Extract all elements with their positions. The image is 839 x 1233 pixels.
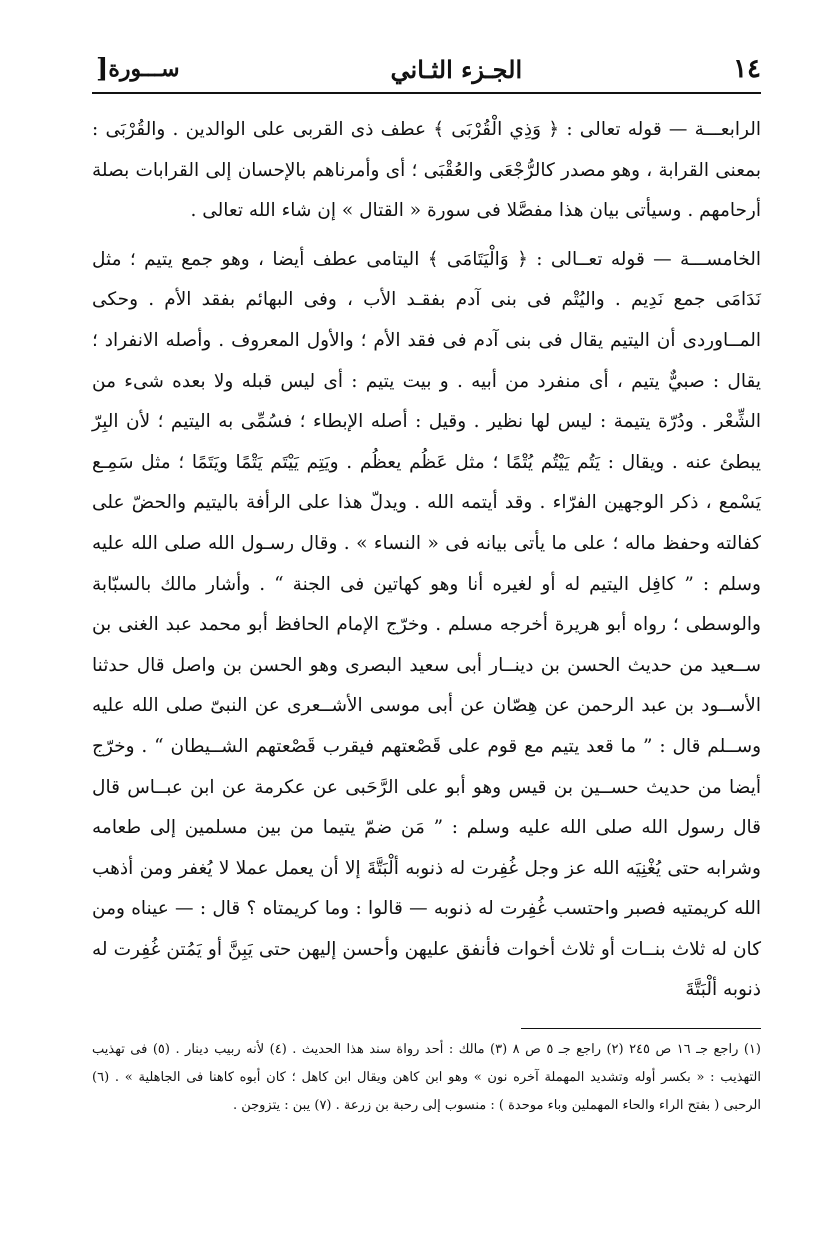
footnote-divider	[521, 1028, 761, 1029]
paragraph-fourth: الرابعـــة — قوله تعالى : ﴿ وَذِي الْقُرْبَى ﴾ عطف ذى القربى على الوالدين . والقُرْبَى : بمعنى القرابة ، وهو مصدر كالرُّجْعَى والعُقْبَى ؛ أى وأمرناهم بالإحسان إلى القرابات بصلة أرحامهم . وسيأتى بيان هذا مفصَّلا فى سورة « القتال » إن شاء الله تعالى .	[92, 119, 761, 222]
bracket-glyph: [	[96, 54, 109, 84]
page-number: ١٤	[733, 54, 761, 84]
surah-label-text: ســـورة	[108, 56, 180, 82]
header-divider	[92, 92, 761, 94]
part-title: الجـزء الثـاني	[390, 54, 523, 84]
running-header	[92, 48, 761, 90]
main-text	[92, 110, 761, 1011]
footnotes	[92, 1036, 761, 1120]
paragraph-fifth: الخامســـة — قوله تعــالى : ﴿ وَالْيَتَامَى ﴾ اليتامى عطف أيضا ، وهو جمع يتيم ؛ مثل نَدَامَى جمع نَدِيم . واليُتْم فى بنى آدم بفقـد الأب ، وفى البهائم بفقد الأم . وحكى المــاوردى أن اليتيم يقال فى بنى آدم فى فقد الأم ؛ والأول المعروف . وأصله الانفراد ؛ يقال : صبيٌّ يتيم ، أى منفرد من أبيه . و بيت يتيم : أى ليس قبله ولا بعده شىء من الشِّعْر . ودُرّة يتيمة : ليس لها نظير . وقيل : أصله الإبطاء ؛ فسُمِّى به اليتيم ؛ لأن البِرّ يبطئ عنه . ويقال : يَتُم يَيْتُم يُتْمًا ؛ مثل عَظُم يعظُم . ويَتِم يَيْتَم يَتْمًا ويَتَمًا ؛ مثل سَمِـع يَسْمع ، ذكر الوجهين الفرّاء . وقد أيتمه الله . ويدلّ هذا على الرأفة باليتيم والحضّ على كفالته وحفظ ماله ؛ على ما يأتى بيانه فى « النساء » . وقال رسـول الله صلى الله عليه وسلم : ” كافِل اليتيم له أو لغيره أنا وهو كهاتين فى الجنة “ . وأشار مالك بالسبّابة والوسطى ؛ رواه أبو هريرة أخرجه مسلم . وخرّج الإمام الحافظ أبو محمد عبد الغنى بن ســعيد من حديث الحسن بن دينــار أبى سعيد البصرى وهو الحسن بن واصل قال حدثنا الأســود بن عبد الرحمن عن هِصّان عن أبى موسى الأشــعرى عن النبىّ صلى الله عليه وســلم قال : ” ما قعد يتيم مع قوم على قَصْعتهم فيقرب قَصْعتهم الشــيطان “ . وخرّج أيضا من حديث حســين بن قيس وهو أبو على الرَّحَبى عن عكرمة عن ابن عبــاس قال قال رسول الله صلى الله عليه وسلم : ” مَن ضمّ يتيما من بين مسلمين إلى طعامه وشرابه حتى يُغْنِيَه الله عز وجل غُفِرت له ذنوبه ألْبَتَّةَ إلا أن يعمل عملا لا يُغفر ومن أذهب الله كريمتيه فصبر واحتسب غُفِرت له ذنوبه — قالوا : وما كريمتاه ؟ قال : — عيناه ومن كان له ثلاث بنــات أو ثلاث أخوات فأنفق عليهن وأحسن إليهن حتى يَبِنَّ أو يَمُتن غُفِرت له ذنوبه ألْبَتَّةَ	[92, 248, 761, 1001]
footnote-block: (١) راجع جـ ١٦ ص ٢٤٥ (٢) راجع جـ ٥ ص ٨ (٣) مالك : أحد رواة سند هذا الحديث . (٤) لأنه ربيب دينار . (٥) فى تهذيب التهذيب : « بكسر أوله وتشديد المهملة آخره نون » وهو ابن كاهن ويقال ابن كاهل ؛ كان أبوه كاهنا فى الجاهلية » . (٦) الرحبى ( بفتح الراء والحاء المهملين وباء موحدة ) : منسوب إلى رحبة بن زرعة . (٧) يبن : يتزوجن .	[92, 1042, 761, 1113]
surah-label	[92, 54, 180, 84]
